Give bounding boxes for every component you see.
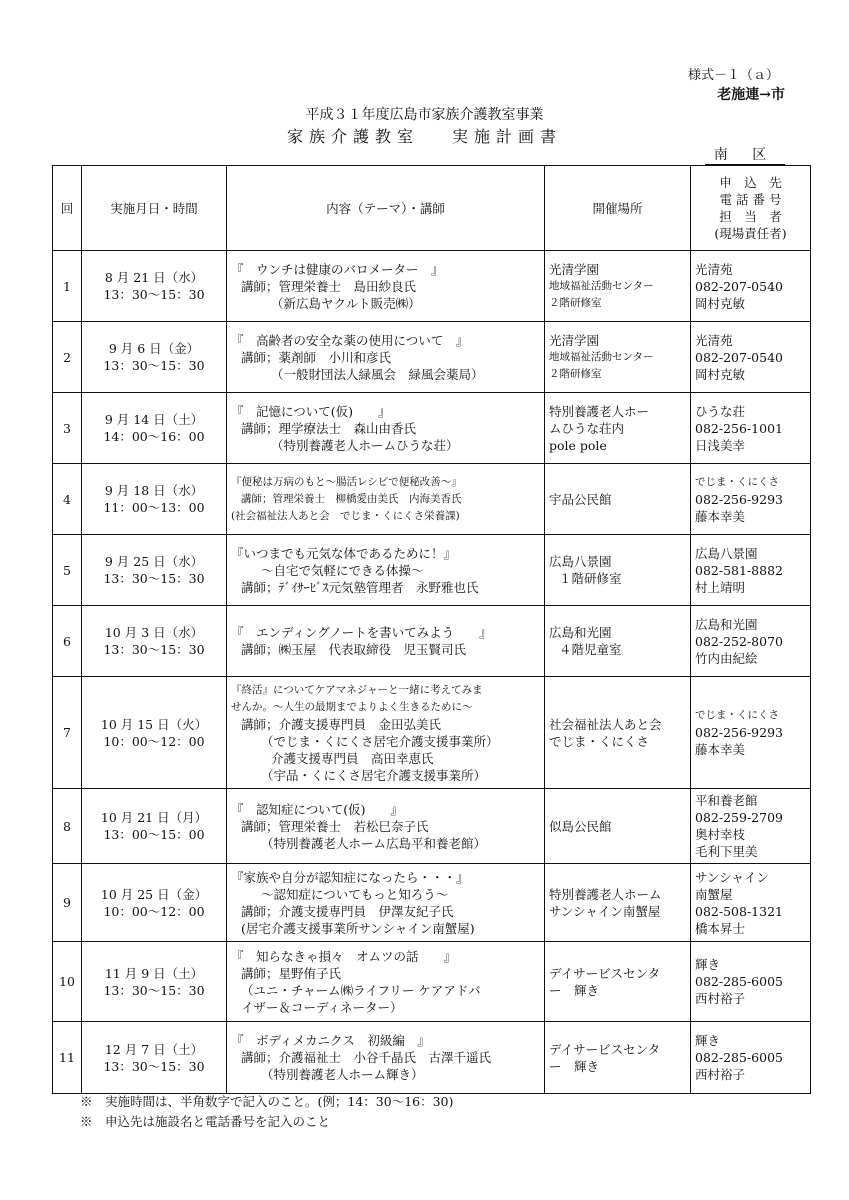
content-affiliation: イザー＆コーディネーター） (241, 999, 403, 1015)
contact-facility: ひうな荘 (695, 403, 746, 419)
contact-person: 橋本昇士 (695, 920, 746, 936)
venue-line: 地域福祉活動センター (549, 279, 654, 292)
content-theme: 『 エンディングノートを書いてみよう 』 (231, 625, 492, 640)
content-theme: 『便秘は万病のもと～腸活レシピで便秘改善～』 (231, 475, 462, 488)
session-time: 11：00～13：00 (103, 500, 205, 515)
session-date: 9 月 14 日（土） (104, 412, 204, 427)
content-theme: 『 知らなきゃ損々 オムツの話 』 (231, 948, 457, 964)
session-contact (691, 464, 811, 535)
session-content (227, 393, 545, 464)
header-datetime: 実施月日・時間 (82, 166, 227, 251)
session-time: 13：30～15：30 (103, 1058, 205, 1074)
session-contact (691, 789, 811, 864)
content-theme: 『 ウンチは健康のバロメーター 』 (231, 261, 444, 277)
session-date: 10 月 25 日（金） (100, 886, 208, 902)
session-content (227, 789, 545, 864)
session-number: 6 (53, 606, 82, 677)
session-contact (691, 1022, 811, 1094)
session-date: 11 月 9 日（土） (104, 965, 204, 981)
contact-phone: 082-256-9293 (695, 491, 783, 507)
contact-facility: 輝き (695, 957, 721, 972)
session-venue (545, 251, 691, 322)
venue-line: １階研修室 (559, 571, 622, 586)
session-time: 14：00～16：00 (103, 429, 205, 444)
contact-facility: サンシャイン (695, 869, 769, 885)
content-affiliation: （ユニ・チャーム㈱ライフリー ケアアドバ (241, 982, 481, 998)
contact-facility: 南蟹屋 (695, 886, 733, 902)
contact-phone: 082-285-6005 (695, 974, 783, 989)
venue-line: 光清学園 (549, 261, 600, 277)
session-content (227, 322, 545, 393)
session-venue (545, 1022, 691, 1094)
venue-line: サンシャイン南蟹屋 (549, 903, 661, 919)
session-date: 10 月 15 日（火） (100, 716, 208, 732)
ward-label: 南 区 (705, 146, 785, 165)
contact-person: 毛利下里美 (695, 844, 758, 859)
header-contact-line: 電 話 番 号 (719, 192, 782, 207)
contact-phone: 082-581-8882 (695, 562, 783, 578)
venue-line: ー 輝き (549, 982, 600, 998)
session-number: 1 (53, 251, 82, 322)
content-affiliation: （でじま・くにくさ居宅介護支援事業所） (261, 733, 499, 749)
contact-phone: 082-207-0540 (695, 349, 783, 365)
content-affiliation: (社会福祉法人あと会 でじま・くにくさ栄養課) (231, 509, 460, 522)
session-number: 8 (53, 789, 82, 864)
venue-line: ４階児童室 (559, 642, 622, 657)
session-number: 4 (53, 464, 82, 535)
session-content (227, 606, 545, 677)
contact-facility: 光清苑 (695, 261, 733, 277)
session-number: 3 (53, 393, 82, 464)
content-affiliation: （特別養護老人ホーム輝き） (261, 1067, 424, 1082)
session-datetime (82, 864, 227, 942)
contact-person: 奥村幸枝 (695, 827, 746, 842)
session-datetime (82, 393, 227, 464)
session-venue (545, 789, 691, 864)
contact-facility: でじま・くにくさ (695, 475, 779, 488)
contact-person: 岡村克敏 (695, 295, 746, 311)
content-lecturer: 講師；ﾃﾞｲｻｰﾋﾞｽ元気塾管理者 永野雅也氏 (241, 579, 479, 595)
session-venue (545, 464, 691, 535)
table-row (53, 606, 811, 677)
venue-line: pole pole (549, 437, 607, 453)
header-contact-line: (現場責任者) (714, 226, 787, 241)
session-time: 13：30～15：30 (103, 982, 205, 998)
session-number: 2 (53, 322, 82, 393)
contact-phone: 082-259-2709 (695, 810, 783, 825)
header-contact-line: 申 込 先 (719, 175, 782, 190)
session-date: 8 月 21 日（水） (104, 270, 204, 285)
table-row (53, 322, 811, 393)
contact-facility: 光清苑 (695, 332, 733, 348)
content-affiliation: （宇品・くにくさ居宅介護支援事業所） (261, 767, 487, 783)
session-time: 13：00～15：00 (103, 827, 205, 842)
session-time: 13：30～15：30 (103, 642, 205, 657)
session-content (227, 677, 545, 789)
session-number: 9 (53, 864, 82, 942)
venue-line: デイサービスセンタ (549, 965, 661, 981)
session-content (227, 535, 545, 606)
venue-line: ２階研修室 (549, 296, 602, 309)
contact-phone: 082-207-0540 (695, 278, 783, 294)
session-time: 10：00～12：00 (103, 903, 205, 919)
venue-line: 広島八景園 (549, 554, 612, 569)
contact-facility: でじま・くにくさ (695, 709, 779, 721)
content-theme: 『いつまでも元気な体であるために！』 (231, 545, 457, 561)
session-number: 5 (53, 535, 82, 606)
session-content (227, 464, 545, 535)
session-time: 13：30～15：30 (103, 571, 205, 586)
footnotes (80, 1092, 453, 1132)
contact-person: 西村裕子 (695, 991, 746, 1006)
content-affiliation: (居宅介護支援事業所サンシャイン南蟹屋) (241, 920, 475, 936)
contact-person: 村上靖明 (695, 579, 746, 595)
table-row (53, 789, 811, 864)
session-venue (545, 677, 691, 789)
session-venue (545, 864, 691, 942)
content-lecturer: 講師；理学療法士 森山由香氏 (241, 420, 417, 436)
venue-line: 光清学園 (549, 332, 600, 348)
contact-phone: 082-256-9293 (695, 725, 783, 740)
header-contact-line: 担 当 者 (719, 209, 782, 224)
session-contact (691, 606, 811, 677)
session-venue (545, 942, 691, 1022)
document-title: 平成３１年度広島市家族介護教室事業 (305, 107, 544, 123)
footnote: ※ 申込先は施設名と電話番号を記入のこと (80, 1114, 331, 1129)
table-row (53, 1022, 811, 1094)
content-subtitle: ～認知症についてもっと知ろう～ (261, 886, 449, 902)
session-date: 10 月 21 日（月） (100, 810, 208, 825)
header-contact (691, 166, 811, 251)
session-contact (691, 393, 811, 464)
table-row (53, 677, 811, 789)
contact-person: 竹内由紀絵 (695, 650, 758, 666)
venue-line: ムひうな荘内 (549, 420, 625, 436)
session-number: 10 (53, 942, 82, 1022)
header-no: 回 (53, 166, 82, 251)
content-lecturer: 講師；介護福祉士 小谷千晶氏 古澤千遥氏 (241, 1050, 492, 1065)
session-contact (691, 677, 811, 789)
session-datetime (82, 677, 227, 789)
contact-facility: 広島八景園 (695, 545, 758, 561)
session-date: 9 月 6 日（金） (108, 341, 200, 356)
session-datetime (82, 251, 227, 322)
content-theme: せんか。～人生の最期までよりよく生きるために～ (231, 700, 473, 713)
content-lecturer: 講師；薬剤師 小川和彦氏 (241, 349, 392, 365)
content-lecturer: 介護支援専門員 高田幸恵氏 (271, 750, 434, 766)
contact-phone: 082-508-1321 (695, 903, 783, 919)
session-contact (691, 251, 811, 322)
session-date: 9 月 25 日（水） (104, 554, 204, 569)
session-date: 10 月 3 日（水） (104, 625, 204, 640)
venue-line: 特別養護老人ホーム (549, 886, 662, 902)
session-time: 10：00～12：00 (103, 733, 205, 749)
session-time: 13：30～15：30 (103, 287, 205, 302)
venue-line: 地域福祉活動センター (549, 350, 654, 363)
session-number: 11 (53, 1022, 82, 1094)
venue-line: 特別養護老人ホー (549, 403, 650, 419)
session-content (227, 1022, 545, 1094)
content-lecturer: 講師；管理栄養士 若松巳奈子氏 (241, 818, 429, 834)
session-contact (691, 322, 811, 393)
contact-person: 藤本幸美 (695, 742, 746, 757)
session-venue (545, 535, 691, 606)
content-theme: 『 認知症について(仮) 』 (231, 801, 404, 817)
header-venue: 開催場所 (545, 166, 691, 251)
content-theme: 『終活』についてケアマネジャーと一緒に考えてみま (231, 683, 483, 696)
session-contact (691, 942, 811, 1022)
session-contact (691, 864, 811, 942)
session-datetime (82, 789, 227, 864)
session-number: 7 (53, 677, 82, 789)
venue-line: ２階研修室 (549, 367, 602, 380)
content-theme: 『 記憶について(仮) 』 (231, 403, 391, 419)
session-content (227, 942, 545, 1022)
session-datetime (82, 464, 227, 535)
contact-person: 岡村克敏 (695, 366, 746, 382)
venue-line: 社会福祉法人あと会 (549, 716, 662, 732)
content-lecturer: 講師；星野侑子氏 (241, 965, 342, 981)
document-subtitle: 家族介護教室 実施計画書 (286, 127, 563, 146)
venue-line: 宇品公民館 (549, 491, 612, 507)
session-datetime (82, 942, 227, 1022)
session-venue (545, 606, 691, 677)
session-time: 13：30～15：30 (103, 358, 205, 373)
content-subtitle: ～自宅で気軽にできる体操～ (261, 562, 424, 578)
table-header-row (53, 166, 811, 251)
content-affiliation: （一般財団法人緑風会 緑風会薬局） (271, 366, 484, 382)
session-venue (545, 322, 691, 393)
venue-line: 似島公民館 (549, 818, 612, 834)
route-label: 老施連→市 (717, 87, 785, 103)
session-datetime (82, 322, 227, 393)
content-theme: 『 高齢者の安全な薬の使用について 』 (231, 332, 469, 348)
contact-facility: 平和養老館 (695, 793, 758, 808)
contact-phone: 082-256-1001 (695, 420, 783, 436)
venue-line: デイサービスセンタ (549, 1041, 661, 1057)
form-id: 様式－１（ａ） (687, 68, 779, 83)
content-lecturer: 講師；㈱玉屋 代表取締役 児玉賢司氏 (241, 642, 467, 657)
table-row (53, 535, 811, 606)
contact-facility: 輝き (695, 1033, 721, 1048)
table-row (53, 464, 811, 535)
session-contact (691, 535, 811, 606)
plan-table (52, 165, 811, 1094)
content-theme: 『 ボディメカニクス 初級編 』 (231, 1033, 430, 1048)
session-content (227, 251, 545, 322)
table-row (53, 251, 811, 322)
venue-line: 広島和光園 (549, 625, 612, 640)
contact-person: 藤本幸美 (695, 508, 746, 524)
content-affiliation: （特別養護老人ホームひうな荘） (271, 437, 459, 453)
session-date: 12 月 7 日（土） (104, 1041, 204, 1057)
table-row (53, 393, 811, 464)
content-affiliation: （特別養護老人ホーム広島平和養老館） (261, 835, 487, 851)
content-lecturer: 講師；管理栄養士 柳橋愛由美氏 内海美香氏 (241, 492, 462, 505)
session-date: 9 月 18 日（水） (104, 483, 204, 498)
content-affiliation: （新広島ヤクルト販売㈱） (271, 295, 421, 311)
contact-phone: 082-285-6005 (695, 1050, 783, 1065)
contact-facility: 広島和光園 (695, 616, 758, 632)
venue-line: でじま・くにくさ (549, 733, 650, 749)
session-datetime (82, 535, 227, 606)
content-theme: 『家族や自分が認知症になったら・・・』 (231, 869, 469, 885)
session-datetime (82, 1022, 227, 1094)
session-venue (545, 393, 691, 464)
venue-line: ー 輝き (549, 1058, 600, 1074)
content-lecturer: 講師；介護支援専門員 金田弘美氏 (241, 716, 442, 732)
contact-phone: 082-252-8070 (695, 633, 783, 649)
contact-person: 西村裕子 (695, 1067, 746, 1082)
session-datetime (82, 606, 227, 677)
header-content: 内容（テーマ）・講師 (227, 166, 545, 251)
contact-person: 日浅美幸 (695, 437, 746, 453)
content-lecturer: 講師；管理栄養士 島田紗良氏 (241, 278, 417, 294)
table-row (53, 864, 811, 942)
session-content (227, 864, 545, 942)
content-lecturer: 講師；介護支援専門員 伊澤友紀子氏 (241, 903, 454, 919)
footnote: ※ 実施時間は、半角数字で記入のこと。(例；14：30～16：30) (80, 1094, 454, 1109)
table-row (53, 942, 811, 1022)
